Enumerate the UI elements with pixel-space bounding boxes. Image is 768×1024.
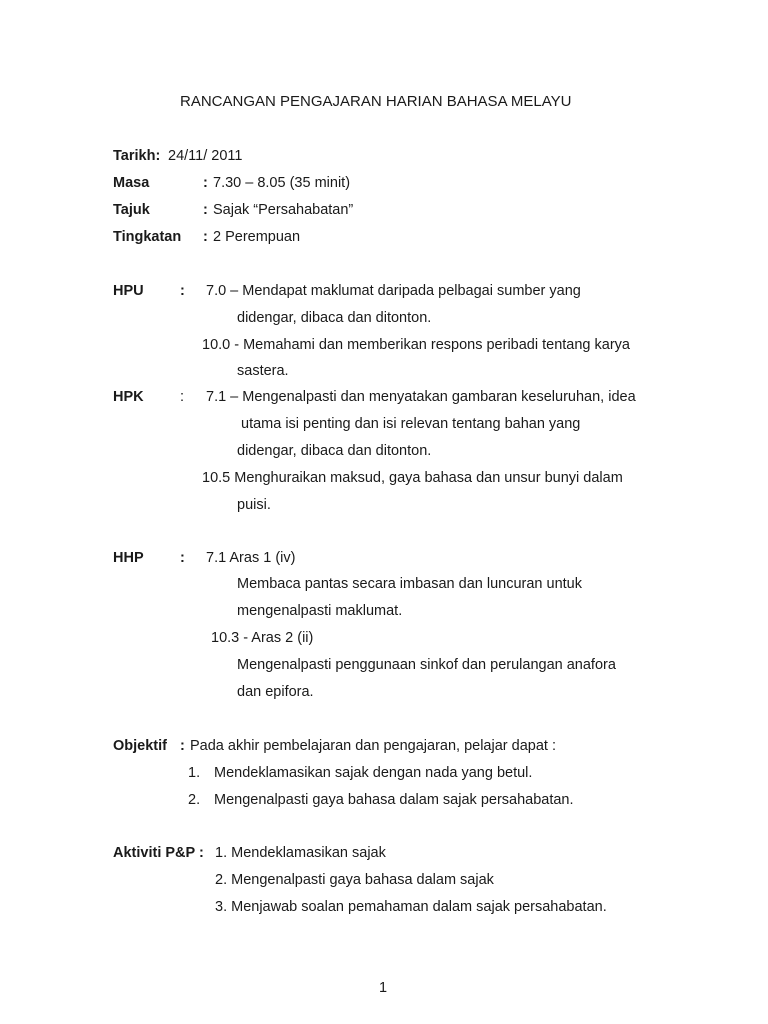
hpu-line-1: 7.0 – Mendapat maklumat daripada pelbagai sumber yang: [206, 283, 581, 299]
hpk-label: HPK: [113, 389, 144, 405]
tajuk-colon: :: [203, 202, 208, 218]
aktiviti-item-1: 1. Mendeklamasikan sajak: [215, 845, 386, 861]
masa-colon: :: [203, 175, 208, 191]
hpk-line-3: didengar, dibaca dan ditonton.: [237, 443, 432, 459]
tingkatan-label: Tingkatan: [113, 229, 182, 245]
tajuk-label: Tajuk: [113, 202, 150, 218]
hpk-line-2: utama isi penting dan isi relevan tentang bahan yang: [241, 416, 581, 432]
objektif-item-1-number: 1.: [188, 765, 201, 781]
objektif-label: Objektif: [113, 738, 167, 754]
hhp-label: HHP: [113, 550, 144, 566]
objektif-item-2: Mengenalpasti gaya bahasa dalam sajak persahabatan.: [214, 792, 574, 808]
hpk-line-1: 7.1 – Mengenalpasti dan menyatakan gambaran keseluruhan, idea: [206, 389, 636, 405]
document-title: RANCANGAN PENGAJARAN HARIAN BAHASA MELAYU: [180, 93, 572, 110]
tingkatan-colon: :: [203, 229, 208, 245]
tarikh-value: 24/11/ 2011: [168, 148, 243, 164]
masa-value: 7.30 – 8.05 (35 minit): [213, 175, 351, 191]
aktiviti-label: Aktiviti P&P :: [113, 845, 204, 861]
hhp-line-1: 7.1 Aras 1 (iv): [206, 550, 296, 566]
objektif-item-1: Mendeklamasikan sajak dengan nada yang betul.: [214, 765, 533, 781]
hhp-line-5: Mengenalpasti penggunaan sinkof dan perulangan anafora: [237, 657, 616, 673]
hpu-line-4: sastera.: [237, 363, 289, 379]
aktiviti-item-3: 3. Menjawab soalan pemahaman dalam sajak persahabatan.: [215, 899, 607, 915]
tingkatan-value: 2 Perempuan: [213, 229, 301, 245]
tarikh-label: Tarikh:: [113, 148, 161, 164]
hhp-line-3: mengenalpasti maklumat.: [237, 603, 403, 619]
hhp-line-2: Membaca pantas secara imbasan dan luncuran untuk: [237, 576, 582, 592]
hpu-label: HPU: [113, 283, 144, 299]
hpu-line-2: didengar, dibaca dan ditonton.: [237, 310, 432, 326]
hpk-line-4: 10.5 Menghuraikan maksud, gaya bahasa dan unsur bunyi dalam: [202, 470, 623, 486]
tajuk-value: Sajak “Persahabatan”: [213, 202, 354, 218]
hpu-line-3: 10.0 - Memahami dan memberikan respons peribadi tentang karya: [202, 337, 630, 353]
aktiviti-item-2: 2. Mengenalpasti gaya bahasa dalam sajak: [215, 872, 494, 888]
masa-label: Masa: [113, 175, 150, 191]
hhp-line-4: 10.3 - Aras 2 (ii): [211, 630, 314, 646]
objektif-item-2-number: 2.: [188, 792, 201, 808]
objektif-colon: :: [180, 738, 185, 754]
hpk-line-5: puisi.: [237, 497, 271, 513]
objektif-intro: Pada akhir pembelajaran dan pengajaran, pelajar dapat :: [190, 738, 556, 754]
hhp-line-6: dan epifora.: [237, 684, 314, 700]
hhp-colon: :: [180, 550, 185, 566]
hpu-colon: :: [180, 283, 185, 299]
hpk-colon: :: [180, 389, 185, 405]
page-number: 1: [379, 980, 388, 996]
